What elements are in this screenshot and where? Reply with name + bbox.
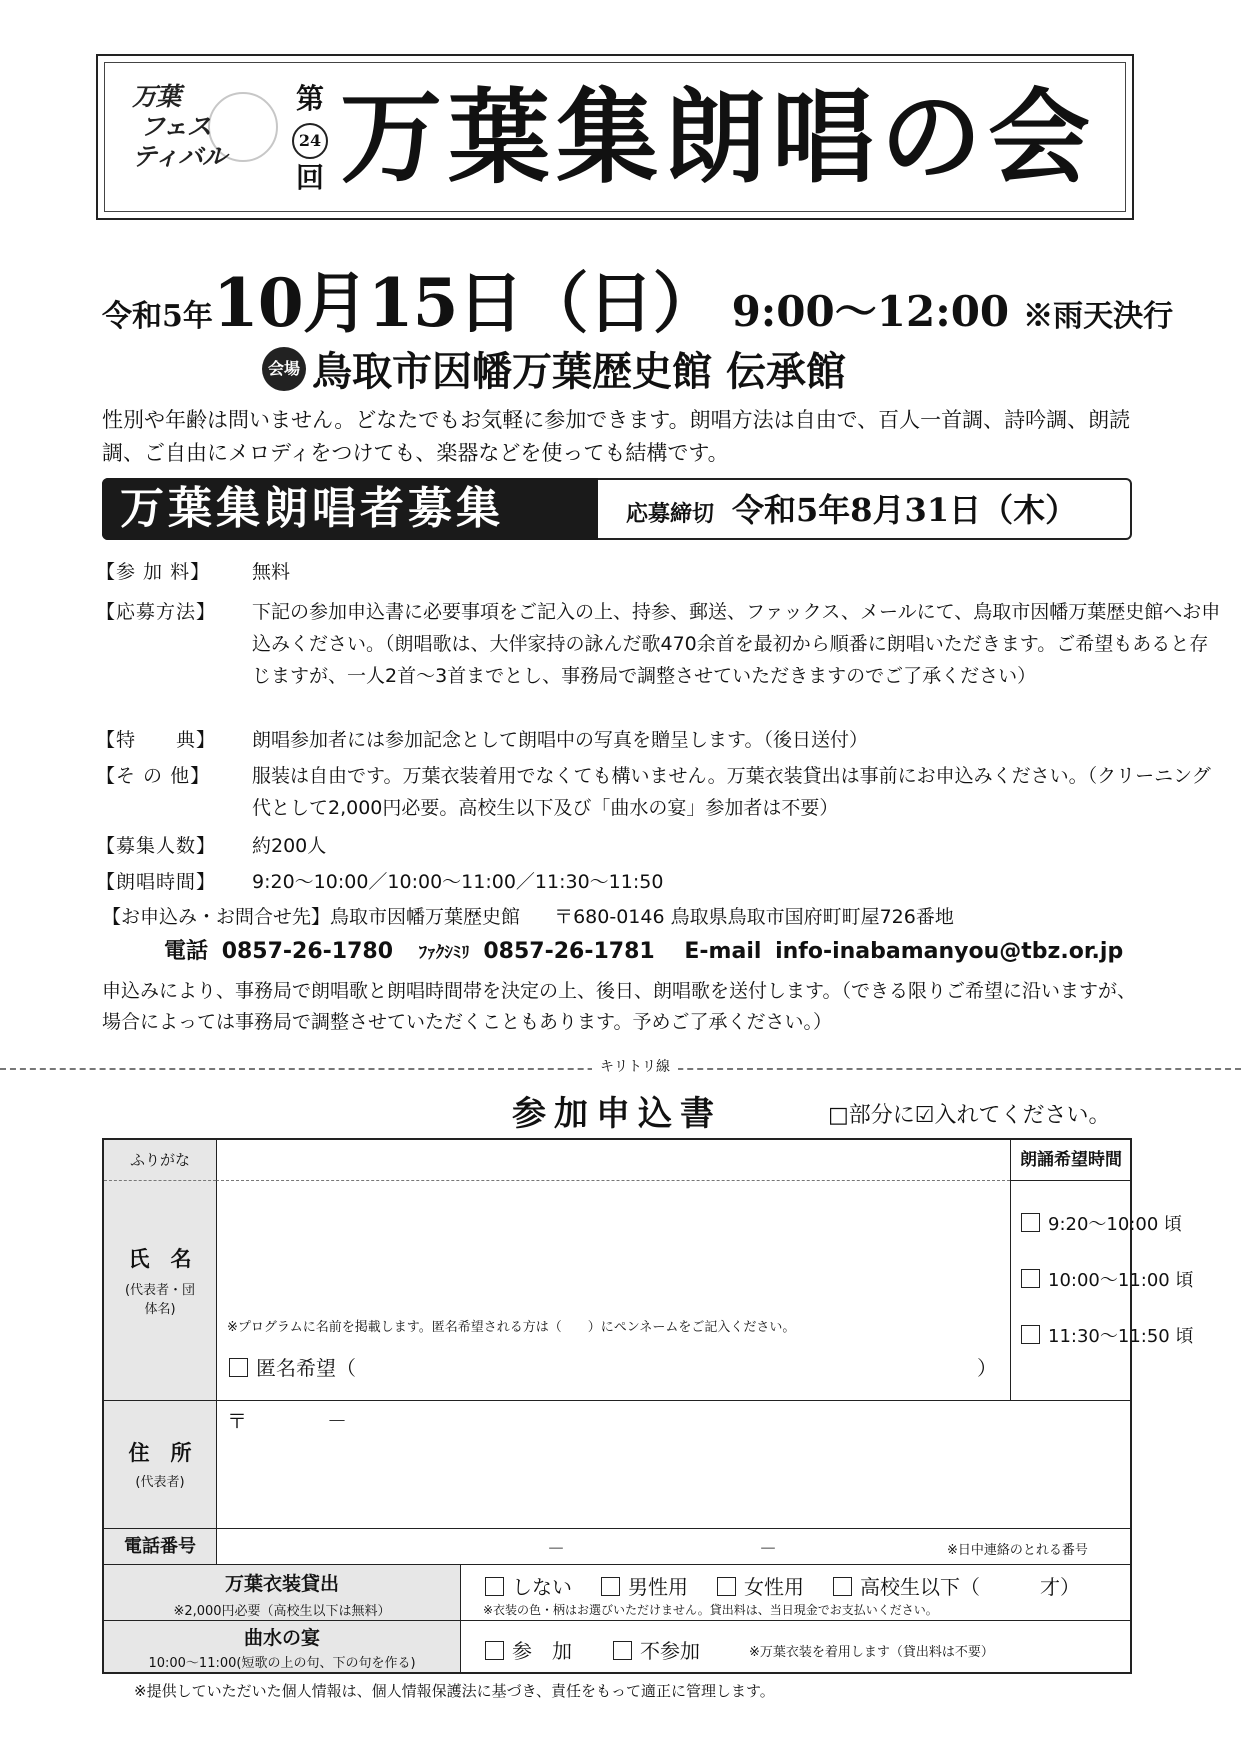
costume-option[interactable] [717,1571,804,1600]
info-text: 9:20～10:00／10:00～11:00／11:30～11:50 [252,871,664,893]
phone-label: 電話 [164,939,209,964]
kyokusui-options [460,1620,1130,1672]
contact-org: 鳥取市因幡万葉歴史館 [330,906,521,928]
info-text: 約200人 [252,835,327,857]
address-label-cell [104,1400,216,1528]
privacy-footnote: ※提供していただいた個人情報は、個人情報保護法に基づき、責任をもって適正に管理します。 [134,1682,775,1700]
info-text: 無料 [252,561,291,583]
kyokusui-checkbox[interactable] [613,1641,632,1660]
edition-top: 第 [295,82,324,115]
costume-option-label: 男性用 [628,1575,688,1599]
time-option-label: 11:30～11:50 頃 [1048,1326,1194,1347]
kyokusui-option-label: 不参加 [640,1639,700,1663]
application-form [102,1138,1194,1674]
time-option-label: 9:20～10:00 頃 [1048,1214,1183,1235]
anonymous-area [216,1310,1010,1400]
venue-badge: 会場 [262,347,306,391]
anonymous-checkbox[interactable] [229,1358,248,1377]
recruit-title: 万葉集朗唱者募集 [120,483,504,534]
time-pref-column [1010,1140,1194,1400]
mail-address: info-inabamanyou@tbz.or.jp [775,939,1124,964]
anonymous-label: 匿名希望（ [256,1356,356,1380]
furigana-label: ふりがな [129,1151,190,1169]
event-date: 10月15日 [212,264,523,342]
phone-label-cell [104,1528,216,1564]
name-input[interactable] [216,1180,1010,1310]
costume-label-cell [104,1564,460,1620]
costume-option-label: 高校生以下（ 才） [860,1575,1080,1599]
costume-option[interactable] [485,1571,572,1600]
costume-option[interactable] [601,1571,688,1600]
kyokusui-note: ※万葉衣装を着用します（貸出料は不要） [749,1645,994,1660]
costume-label: 万葉衣装貸出 [224,1573,339,1595]
kyokusui-label-cell [104,1620,460,1672]
costume-option-label: しない [512,1575,572,1599]
info-text: 下記の参加申込書に必要事項をご記入の上、持参、郵送、ファックス、メールにて、鳥取市因幡万葉歴史館へお申込みください。（朗唱歌は、大伴家持の詠んだ歌470余首を最初から順番に朗唱いただきます。ご希望もあると存じますが、一人2首～3首までとし、事務局で調整させていただきますのでご了承ください） [252,601,1221,687]
phone-note: ※日中連絡のとれる番号 [947,1543,1088,1558]
event-date-line [102,250,1174,342]
costume-option-label: 女性用 [744,1575,804,1599]
address-input[interactable] [216,1400,1130,1528]
kyokusui-sublabel: 10:00～11:00(短歌の上の句、下の句を作る) [148,1656,416,1671]
kyokusui-option-label: 参 加 [512,1639,572,1663]
info-text: 朗唱参加者には参加記念として朗唱中の写真を贈呈します。（後日送付） [252,729,868,751]
info-label: 【特 典】 [96,729,217,751]
name-label: 氏 名 [128,1247,192,1271]
edition-label [290,80,330,197]
program-note: ※プログラムに名前を掲載します。匿名希望される方は（ ）にペンネームをご記入ください。 [227,1320,796,1335]
kyokusui-option[interactable] [485,1635,572,1664]
phone-number: 0857-26-1780 [221,939,394,964]
contact-label: 【お申込み・お問合せ先】 [102,906,331,928]
deadline-date: 令和5年8月31日（木） [732,491,1078,529]
logo-line: フェス [140,112,211,141]
phone-input[interactable] [216,1528,1130,1564]
time-checkbox[interactable] [1021,1269,1040,1288]
anonymous-close: ） [977,1356,997,1380]
postal-mark: 〒 － [227,1409,347,1433]
costume-option[interactable] [833,1571,1080,1600]
time-option-label: 10:00～11:00 頃 [1048,1270,1194,1291]
fax-number: 0857-26-1781 [483,939,655,964]
info-label: 【そ の 他】 [96,765,211,787]
costume-checkbox[interactable] [485,1577,504,1596]
selection-note: 申込みにより、事務局で朗唱歌と朗唱時間帯を決定の上、後日、朗唱歌を送付します。（できる限りご希望に沿いますが、場合によっては事務局で調整させていただくこともあります。予めご了承ください。） [102,980,1136,1033]
time-checkbox[interactable] [1021,1325,1040,1344]
divider [1010,1180,1130,1181]
form-title: 参加申込書 [512,1094,722,1134]
venue-line [262,340,846,397]
costume-options [460,1564,1130,1620]
time-pref-header: 朗誦希望時間 [1020,1150,1122,1170]
fax-label: ﾌｧｸｼﾐﾘ [418,943,470,963]
furigana-label-cell [104,1140,216,1180]
logo-line: 万葉 [132,82,181,111]
kyokusui-option[interactable] [613,1635,700,1664]
furigana-input[interactable] [216,1140,1010,1180]
phone-field-label: 電話番号 [124,1536,196,1557]
event-era: 令和5年 [102,299,213,334]
kyokusui-checkbox[interactable] [485,1641,504,1660]
info-text: 服装は自由です。万葉衣装着用でなくても構いません。万葉衣装貸出は事前にお申込みください。（クリーニング代として2,000円必要。高校生以下及び「曲水の宴」参加者は不要） [252,765,1211,819]
name-label-cell [104,1180,216,1400]
intro-text: 性別や年齢は問いません。どなたでもお気軽に参加できます。朗唱方法は自由で、百人一首調、詩吟調、朗読調、ご自由にメロディをつけても、楽器などを使っても結構です。 [102,408,1131,465]
costume-checkbox[interactable] [601,1577,620,1596]
anonymous-row [229,1352,356,1381]
mail-label: E-mail [684,939,762,964]
event-time: 9:00～12:00 [731,287,1010,336]
contact-address: 〒680-0146 鳥取県鳥取市国府町町屋726番地 [554,906,954,928]
deadline-label: 応募締切 [626,501,715,527]
time-option[interactable] [1021,1322,1193,1348]
time-checkbox[interactable] [1021,1213,1040,1232]
festival-logo [132,82,262,192]
edition-number: 24 [292,123,328,159]
address-label: 住 所 [128,1441,192,1465]
phone-dash: － [759,1539,777,1560]
kyokusui-label: 曲水の宴 [243,1627,320,1649]
info-label: 【参 加 料】 [96,561,211,583]
deadline [626,490,1077,534]
info-label: 【応募方法】 [96,601,217,623]
time-option[interactable] [1021,1210,1182,1236]
address-sublabel: (代表者) [135,1475,185,1490]
contact-numbers [164,934,1123,965]
time-option[interactable] [1021,1266,1193,1292]
info-label: 【募集人数】 [96,835,217,857]
page-title: 万葉集朗唱の会 [340,78,1096,198]
contact-line [102,902,954,929]
form-hint: □部分に☑入れてください。 [828,1103,1111,1128]
costume-checkbox[interactable] [717,1577,736,1596]
event-weekday: （日） [522,264,718,342]
phone-dash: － [547,1539,565,1560]
edition-bottom: 回 [295,161,324,194]
costume-sublabel: ※2,000円必要（高校生以下は無料） [173,1604,391,1619]
logo-line: ティバル [132,142,227,171]
cut-line-label: キリトリ線 [592,1056,678,1076]
name-sublabel: (代表者・団体名) [124,1283,196,1317]
costume-note: ※衣装の色・柄はお選びいただけません。貸出料は、当日現金でお支払いください。 [483,1603,938,1617]
costume-checkbox[interactable] [833,1577,852,1596]
rain-note: ※雨天決行 [1023,299,1174,334]
venue-name: 鳥取市因幡万葉歴史館 伝承館 [312,348,846,395]
info-label: 【朗唱時間】 [96,871,217,893]
